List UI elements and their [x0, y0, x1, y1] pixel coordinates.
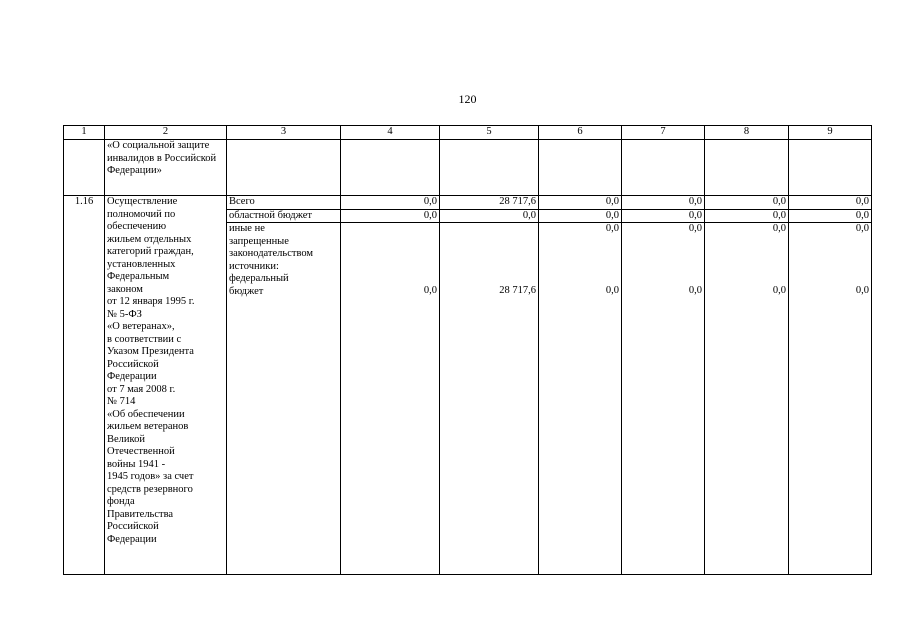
value-cell	[440, 223, 539, 575]
funding-source: областной бюджет	[227, 209, 341, 223]
description-line: средств резервного	[107, 483, 193, 495]
value-cell: 0,0	[341, 196, 440, 210]
funding-source	[227, 223, 341, 575]
row-description	[105, 196, 227, 575]
column-number-header-row	[64, 126, 872, 140]
column-header: 1	[64, 126, 105, 140]
column-header: 9	[789, 126, 872, 140]
value: 0,0	[688, 223, 702, 234]
value-cell: 0,0	[622, 209, 705, 223]
description-line: от 12 января 1995 г.	[107, 296, 195, 307]
value-cell: 0,0	[789, 209, 872, 223]
budget-table	[63, 125, 872, 575]
value-cell: 0,0	[705, 196, 789, 210]
table-row	[64, 196, 872, 210]
continued-row	[64, 140, 872, 196]
source-line: запрещенные	[229, 235, 289, 247]
value-cell: 0,0	[539, 209, 622, 223]
column-header: 7	[622, 126, 705, 140]
value: 0,0	[855, 285, 869, 296]
value-cell: 0,0	[705, 209, 789, 223]
column-header: 8	[705, 126, 789, 140]
column-header: 2	[105, 126, 227, 140]
description-line: 1945 годов» за счет	[107, 471, 194, 482]
description-line: Осуществление	[107, 196, 178, 207]
empty-cell	[705, 140, 789, 196]
description-line: фонда	[107, 496, 135, 507]
empty-cell	[789, 140, 872, 196]
empty-cell	[440, 140, 539, 196]
row-number: 1.16	[64, 196, 105, 575]
description-line: от 7 мая 2008 г.	[107, 383, 176, 395]
source-line: иные не	[229, 223, 265, 234]
description-line: Указом Президента	[107, 346, 194, 357]
value: 0,0	[605, 285, 619, 296]
empty-cell	[341, 140, 440, 196]
description-line: категорий граждан,	[107, 246, 194, 257]
description-line: Российской	[107, 358, 159, 370]
source-line: законодательством	[229, 248, 314, 259]
description-line: «О ветеранах»,	[107, 321, 175, 332]
value: 0,0	[855, 223, 869, 234]
column-header: 4	[341, 126, 440, 140]
value: 0,0	[772, 285, 786, 296]
value-cell: 0,0	[622, 196, 705, 210]
page-number: 120	[458, 92, 477, 106]
value-cell: 0,0	[539, 196, 622, 210]
value: 28 717,6	[499, 285, 536, 296]
description-line: № 714	[107, 396, 136, 407]
empty-cell	[539, 140, 622, 196]
column-header: 6	[539, 126, 622, 140]
description-line: Отечественной	[107, 446, 175, 457]
description-line: жильем ветеранов	[107, 421, 189, 432]
description-line: Федерации	[107, 533, 157, 545]
value-cell	[705, 223, 789, 575]
description-line: законом	[107, 283, 143, 295]
column-header: 5	[440, 126, 539, 140]
source-line: бюджет	[229, 285, 264, 297]
value-cell	[341, 223, 440, 575]
continued-row-description: «О социальной защите инвалидов в Российской Федерации»	[105, 140, 227, 196]
value: 0,0	[605, 223, 619, 234]
description-line: полномочий по	[107, 208, 176, 220]
description-line: Великой	[107, 433, 145, 445]
value: 0,0	[688, 285, 702, 296]
empty-cell	[227, 140, 341, 196]
description-line: Федерации	[107, 371, 157, 382]
value-cell	[539, 223, 622, 575]
description-line: Правительства	[107, 508, 174, 520]
description-line: Российской	[107, 521, 159, 532]
value-cell: 0,0	[789, 196, 872, 210]
description-line: обеспечению	[107, 221, 167, 232]
value: 0,0	[423, 285, 437, 296]
value-cell: 0,0	[440, 209, 539, 223]
source-line: федеральный	[229, 273, 289, 284]
value-cell: 0,0	[341, 209, 440, 223]
description-line: установленных	[107, 258, 176, 270]
value-cell	[622, 223, 705, 575]
value-cell: 28 717,6	[440, 196, 539, 210]
description-line: Федеральным	[107, 271, 170, 282]
value-cell	[789, 223, 872, 575]
description-line: «Об обеспечении	[107, 408, 185, 420]
description-line: № 5-ФЗ	[107, 308, 142, 320]
funding-source: Всего	[227, 196, 341, 210]
source-line: источники:	[229, 260, 279, 272]
column-header: 3	[227, 126, 341, 140]
description-line: в соответствии с	[107, 333, 182, 345]
empty-cell	[622, 140, 705, 196]
description-line: войны 1941 -	[107, 458, 166, 470]
continued-row-number	[64, 140, 105, 196]
value: 0,0	[772, 223, 786, 234]
description-line: жильем отдельных	[107, 233, 192, 245]
